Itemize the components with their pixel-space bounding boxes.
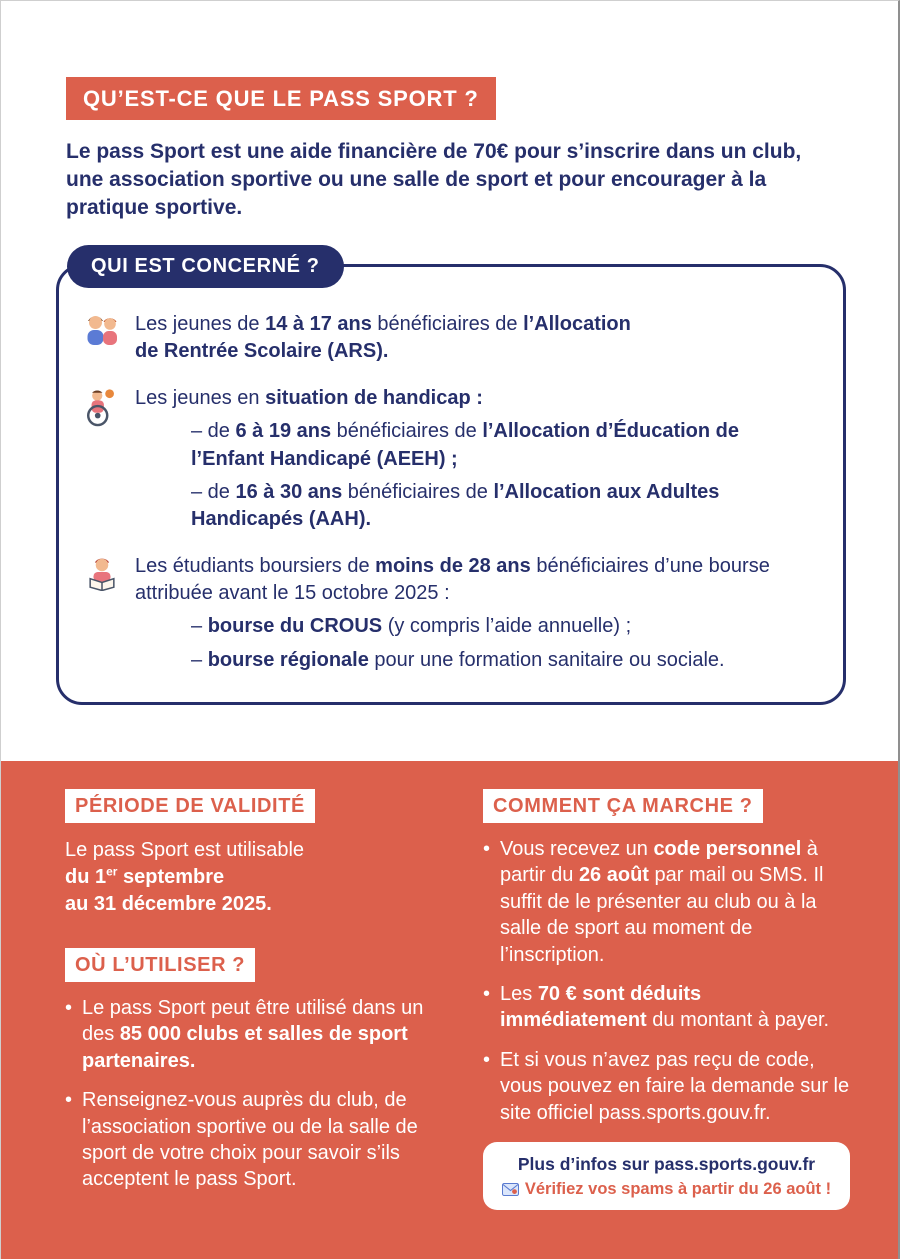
how-title: COMMENT ÇA MARCHE ? xyxy=(493,795,753,817)
eligibility-item-handicap-sub-aeeh: – de 6 à 19 ans bénéficiaires de l’Allocation d’Éducation de l’Enfant Handicapé (AEEH) ; xyxy=(191,420,739,470)
validity-column xyxy=(65,789,453,1243)
how-bullet-code-text: • Vous recevez un code personnel à partir du 26 août par mail ou SMS. Il suffit de le présenter au club ou à la salle de sport au moment de l’inscription. xyxy=(483,836,850,968)
how-bullet-no-code-text: • Et si vous n’avez pas reçu de code, vous pouvez en faire la demande sur le site officiel pass.sports.gouv.fr. xyxy=(483,1047,850,1126)
spam-note xyxy=(495,1180,838,1199)
how-badge xyxy=(483,789,763,823)
intro-section xyxy=(1,1,898,222)
where-bullet-clubs xyxy=(65,995,453,1074)
validity-title: PÉRIODE DE VALIDITÉ xyxy=(75,795,305,817)
eligibility-box xyxy=(56,254,846,705)
eligibility-item-handicap-sub-aah: – de 16 à 30 ans bénéficiaires de l’Allocation aux Adultes Handicapés (AAH). xyxy=(191,480,720,530)
validity-text: Le pass Sport est utilisable du 1er septembre au 31 décembre 2025. xyxy=(65,839,305,915)
how-bullet-deduction xyxy=(483,981,850,1034)
eligibility-item-students-sub-regionale: – bourse régionale pour une formation sanitaire ou sociale. xyxy=(191,648,725,671)
more-info-link[interactable]: Plus d’infos sur pass.sports.gouv.fr xyxy=(517,1153,816,1174)
eligibility-item-handicap xyxy=(79,385,817,533)
eligibility-badge xyxy=(67,245,344,288)
validity-badge xyxy=(65,789,315,823)
how-bullet-deduction-text: • Les 70 € sont déduits immédiatement du montant à payer. xyxy=(483,981,850,1034)
eligibility-item-youth xyxy=(79,311,817,365)
eligibility-item-students xyxy=(79,553,817,674)
how-bullet-no-code xyxy=(483,1047,850,1126)
email-envelope-icon xyxy=(502,1183,519,1196)
how-column xyxy=(483,789,850,1243)
where-bullet-ask-text: • Renseignez-vous auprès du club, de l’association sportive ou de la salle de sport de votre choix pour savoir s’ils acceptent le pass Sport. xyxy=(65,1087,453,1193)
eligibility-item-students-sub-crous: – bourse du CROUS (y compris l’aide annuelle) ; xyxy=(191,615,632,638)
where-bullet-clubs-text: • Le pass Sport peut être utilisé dans un des 85 000 clubs et salles de sport partenaires. xyxy=(65,995,453,1074)
where-bullet-ask xyxy=(65,1087,453,1193)
how-bullet-code xyxy=(483,836,850,968)
eligibility-item-students-text: Les étudiants boursiers de moins de 28 ans bénéficiaires d’une bourse attribuée avant le 15 octobre 2025 : xyxy=(135,555,770,605)
spam-note-text: Vérifiez vos spams à partir du 26 août ! xyxy=(524,1179,832,1198)
where-title: OÙ L’UTILISER ? xyxy=(75,954,246,976)
eligibility-item-handicap-text: Les jeunes en situation de handicap : xyxy=(135,387,483,410)
intro-title: QU’EST-CE QUE LE PASS SPORT ? xyxy=(83,86,479,111)
intro-title-badge xyxy=(66,77,496,120)
wheelchair-basketball-icon xyxy=(79,385,125,533)
eligibility-item-youth-text: Les jeunes de 14 à 17 ans bénéficiaires de l’Allocation de Rentrée Scolaire (ARS). xyxy=(135,312,631,362)
more-info-box xyxy=(483,1142,850,1210)
where-badge xyxy=(65,948,255,982)
eligibility-title: QUI EST CONCERNÉ ? xyxy=(91,254,320,277)
student-reading-icon xyxy=(79,553,125,674)
intro-paragraph: Le pass Sport est une aide financière de 70€ pour s’inscrire dans un club, une association sportive ou une salle de sport et pour encourager à la pratique sportive. xyxy=(66,140,802,219)
details-section xyxy=(1,761,898,1259)
children-icon xyxy=(79,311,125,365)
